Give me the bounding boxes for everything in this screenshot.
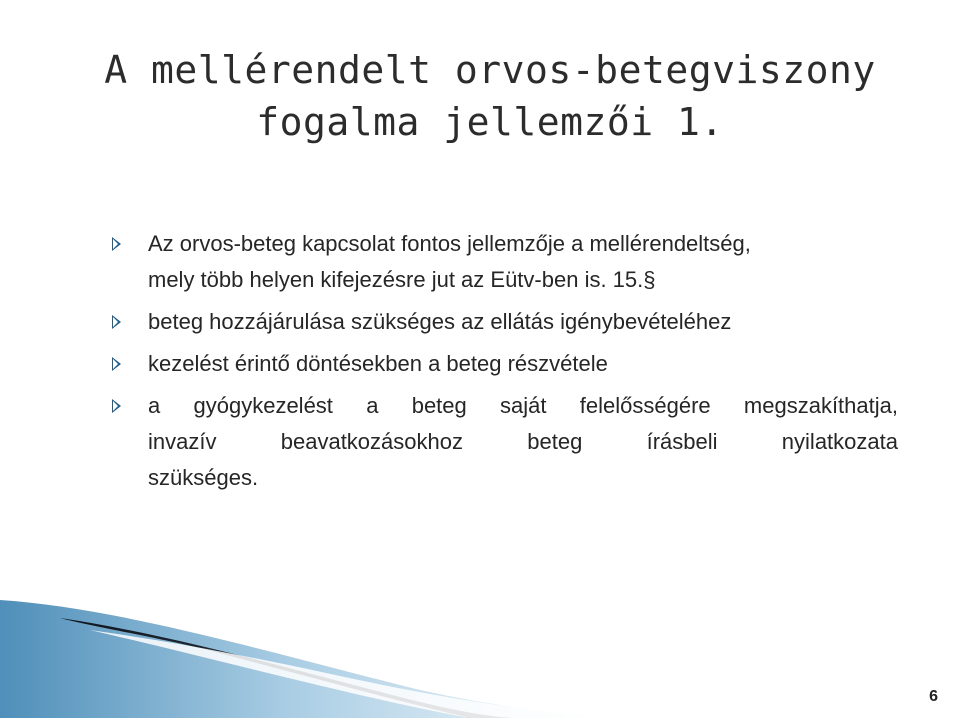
slide-title-line: A mellérendelt orvos-betegviszony <box>104 48 876 92</box>
triangle-right-icon <box>112 399 121 413</box>
bullet-text: kezelést érintő döntésekben a beteg részvétele <box>148 351 608 376</box>
bullet-item <box>108 346 898 382</box>
bullet-text-line: Az orvos-beteg kapcsolat fontos jellemzője a mellérendeltség, <box>148 231 751 256</box>
wave-decoration <box>0 590 960 718</box>
triangle-right-icon <box>112 315 121 329</box>
triangle-right-icon <box>112 237 121 251</box>
bullet-text-line: a gyógykezelést a beteg saját felelősségére megszakíthatja, <box>148 393 898 418</box>
bullet-text-line: mely több helyen kifejezésre jut az Eütv-ben is. 15.§ <box>148 267 656 292</box>
slide-title <box>60 44 920 148</box>
bullet-item <box>108 388 898 496</box>
bullet-list <box>108 226 898 502</box>
bullet-item <box>108 304 898 340</box>
slide-title-line: fogalma jellemzői 1. <box>256 100 724 144</box>
triangle-right-icon <box>112 357 121 371</box>
bullet-item <box>108 226 898 298</box>
bullet-text-line: invazív beavatkozásokhoz beteg írásbeli nyilatkozata <box>148 429 898 454</box>
bullet-text: beteg hozzájárulása szükséges az ellátás igénybevételéhez <box>148 309 732 334</box>
page-number: 6 <box>929 688 938 705</box>
bullet-text-line: szükséges. <box>148 465 259 490</box>
wave-light-band <box>0 600 640 718</box>
